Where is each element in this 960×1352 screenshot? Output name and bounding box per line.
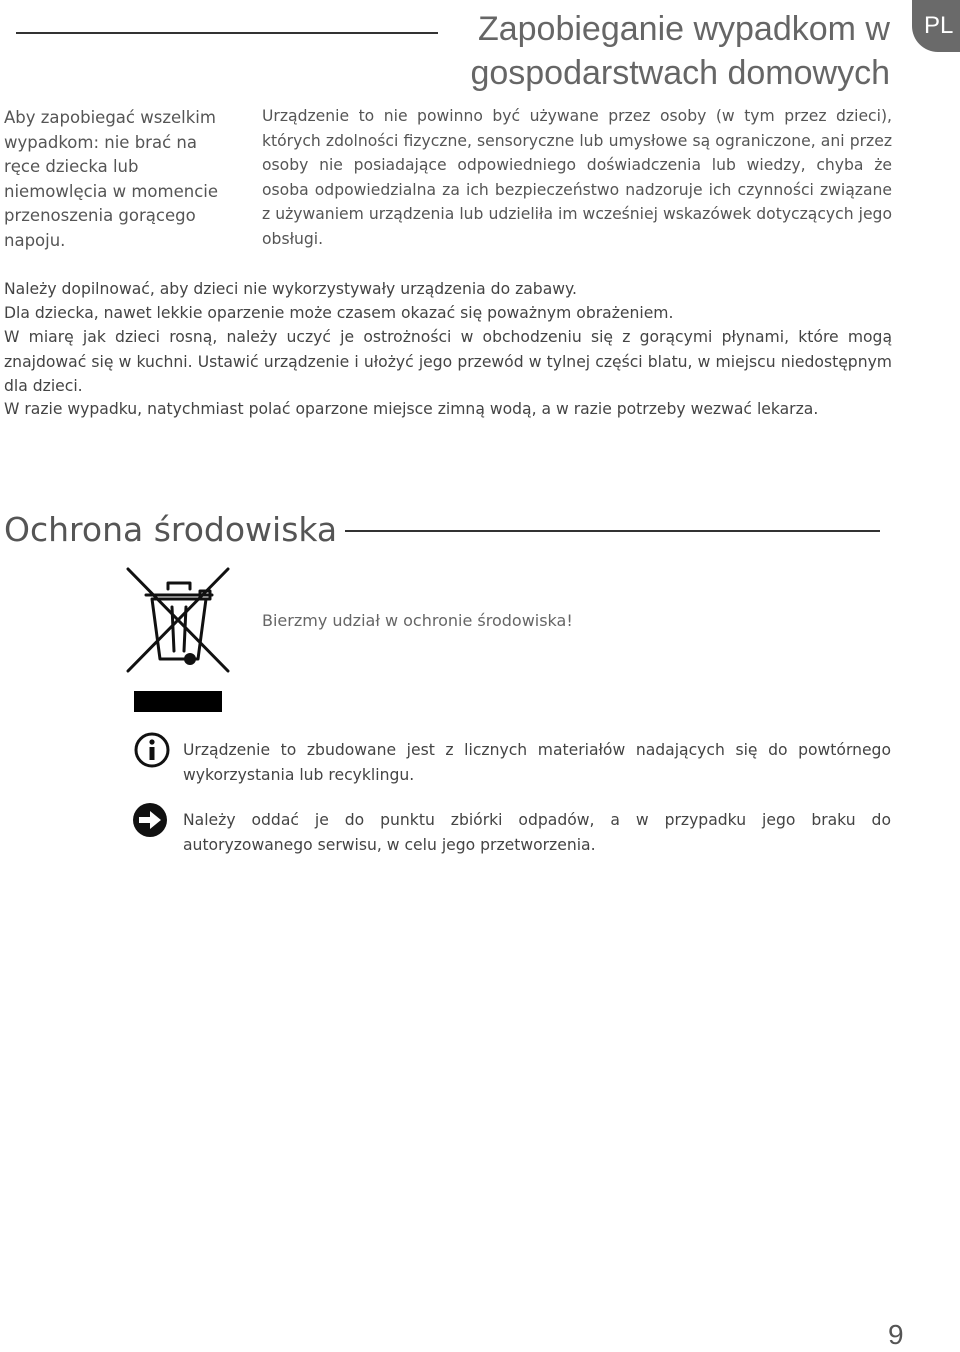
info-text: Urządzenie to zbudowane jest z licznych materiałów nadających się do powtórnego wykorzystania lub recyklingu. [183, 741, 891, 784]
arrow-right-icon [132, 802, 168, 838]
page-title-line-1: Zapobieganie wypadkom w [477, 10, 890, 48]
intro-paragraph: Urządzenie to nie powinno być używane przez osoby (w tym przez dzieci), których zdolności fizyczne, sensoryczne lub umysłowe są ograniczone, ani przez osoby nie posiadające odpowiedniego doświadczenia lub wiedzy, chyba że osoba odpowiedzialna za ich bezpieczeństwo nadzoruje ich czynności związane z używaniem urządzenia lub udzieliła im wcześniej wskazówek dotyczących jego obsługi. [262, 107, 892, 248]
page-number: 9 [888, 1319, 904, 1350]
paragraph-accident: W razie wypadku, natychmiast polać oparzone miejsce zimną wodą, a w razie potrzeby wezwać lekarza. [4, 400, 819, 418]
crossed-out-wheeled-bin-icon [124, 565, 232, 715]
disposal-text: Należy oddać je do punktu zbiórki odpadów, a w przypadku jego braku do autoryzowanego serwisu, w celu jego przetworzenia. [183, 811, 891, 854]
side-note: Aby zapobiegać wszelkim wypadkom: nie brać na ręce dziecka lub niemowlęcia w momencie przenoszenia gorącego napoju. [4, 108, 219, 250]
paragraph-play: Należy dopilnować, aby dzieci nie wykorzystywały urządzenia do zabawy. [4, 280, 577, 298]
page-title-line-2: gospodarstwach domowych [470, 54, 890, 92]
paragraph-burn: Dla dziecka, nawet lekkie oparzenie może czasem okazać się poważnym obrażeniem. [4, 304, 674, 322]
section-heading-environment: Ochrona środowiska [4, 510, 338, 549]
info-icon [134, 732, 170, 768]
header-rule [16, 32, 438, 34]
language-badge: PL [912, 0, 960, 52]
paragraph-children: W miarę jak dzieci rosną, należy uczyć je ostrożności w obchodzeniu się z gorącymi płynami, które mogą znajdować się w kuchni. Ustawić urządzenie i ułożyć jego przewód w tylnej części blatu, w miejscu niedostępnym dla dzieci. [4, 328, 892, 395]
environment-slogan: Bierzmy udział w ochronie środowiska! [262, 611, 573, 630]
section-heading-rule [345, 530, 880, 532]
